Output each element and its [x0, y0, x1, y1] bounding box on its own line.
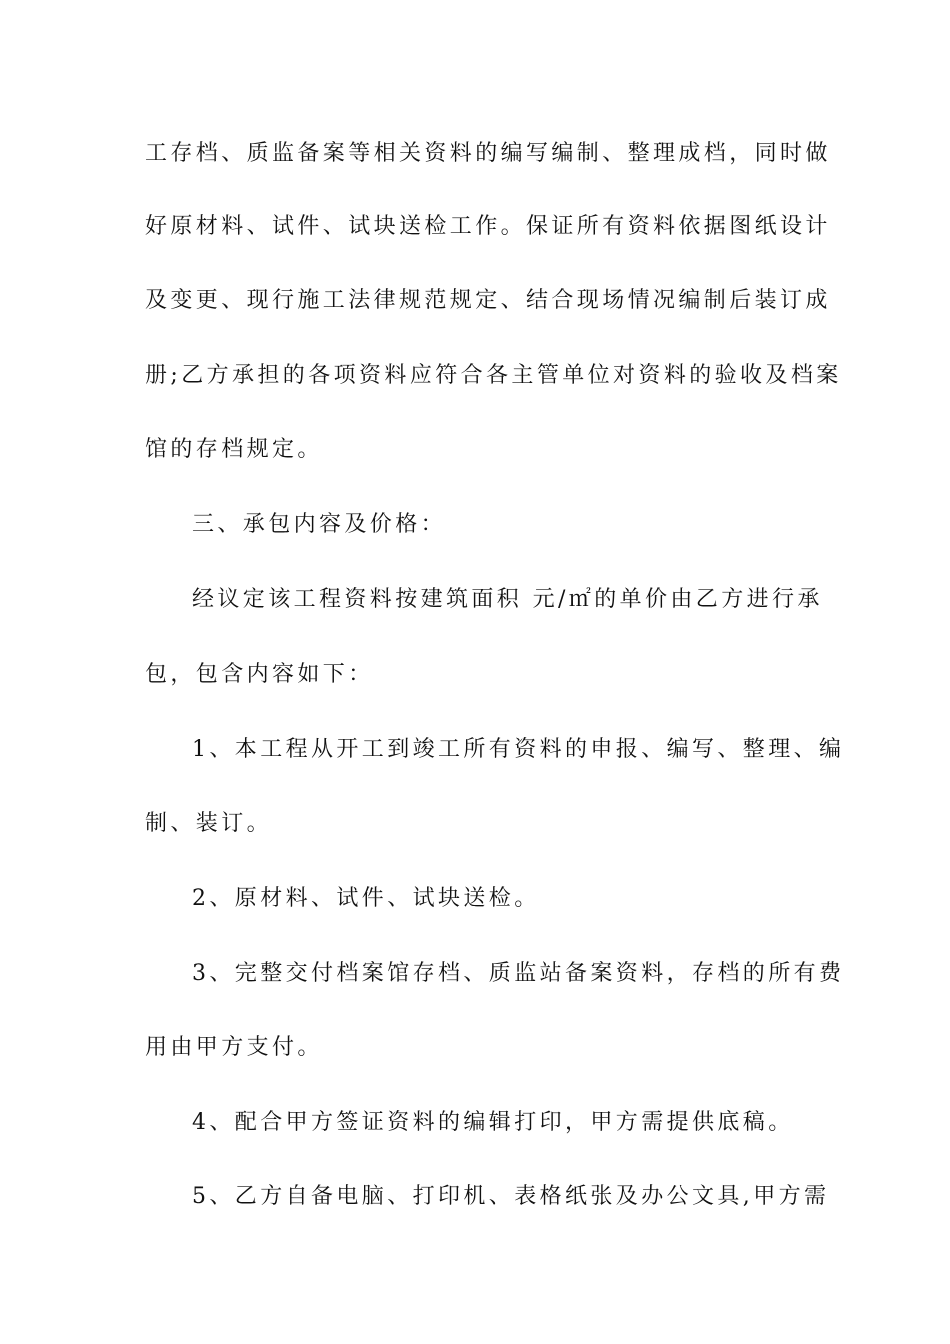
list-item-3-line-1: 3、完整交付档案馆存档、质监站备案资料，存档的所有费: [192, 961, 845, 986]
paragraph-line-7: 经议定该工程资料按建筑面积 元/㎡的单价由乙方进行承: [192, 587, 823, 612]
paragraph-line-8: 包，包含内容如下：: [145, 662, 374, 687]
paragraph-line-1: 工存档、质监备案等相关资料的编写编制、整理成档，同时做: [145, 141, 831, 166]
paragraph-line-5: 馆的存档规定。: [145, 437, 323, 462]
list-item-3-line-2: 用由甲方支付。: [145, 1035, 323, 1060]
list-item-4: 4、配合甲方签证资料的编辑打印，甲方需提供底稿。: [192, 1110, 794, 1135]
list-item-1-line-2: 制、装订。: [145, 811, 273, 836]
paragraph-line-2: 好原材料、试件、试块送检工作。保证所有资料依据图纸设计: [145, 214, 831, 239]
list-item-5: 5、乙方自备电脑、打印机、表格纸张及办公文具,甲方需: [192, 1184, 830, 1209]
paragraph-line-3: 及变更、现行施工法律规范规定、结合现场情况编制后装订成: [145, 288, 831, 313]
section-heading: 三、承包内容及价格：: [192, 512, 447, 537]
list-item-2: 2、原材料、试件、试块送检。: [192, 886, 540, 911]
list-item-1-line-1: 1、本工程从开工到竣工所有资料的申报、编写、整理、编: [192, 737, 845, 762]
paragraph-line-4: 册;乙方承担的各项资料应符合各主管单位对资料的验收及档案: [145, 363, 842, 388]
